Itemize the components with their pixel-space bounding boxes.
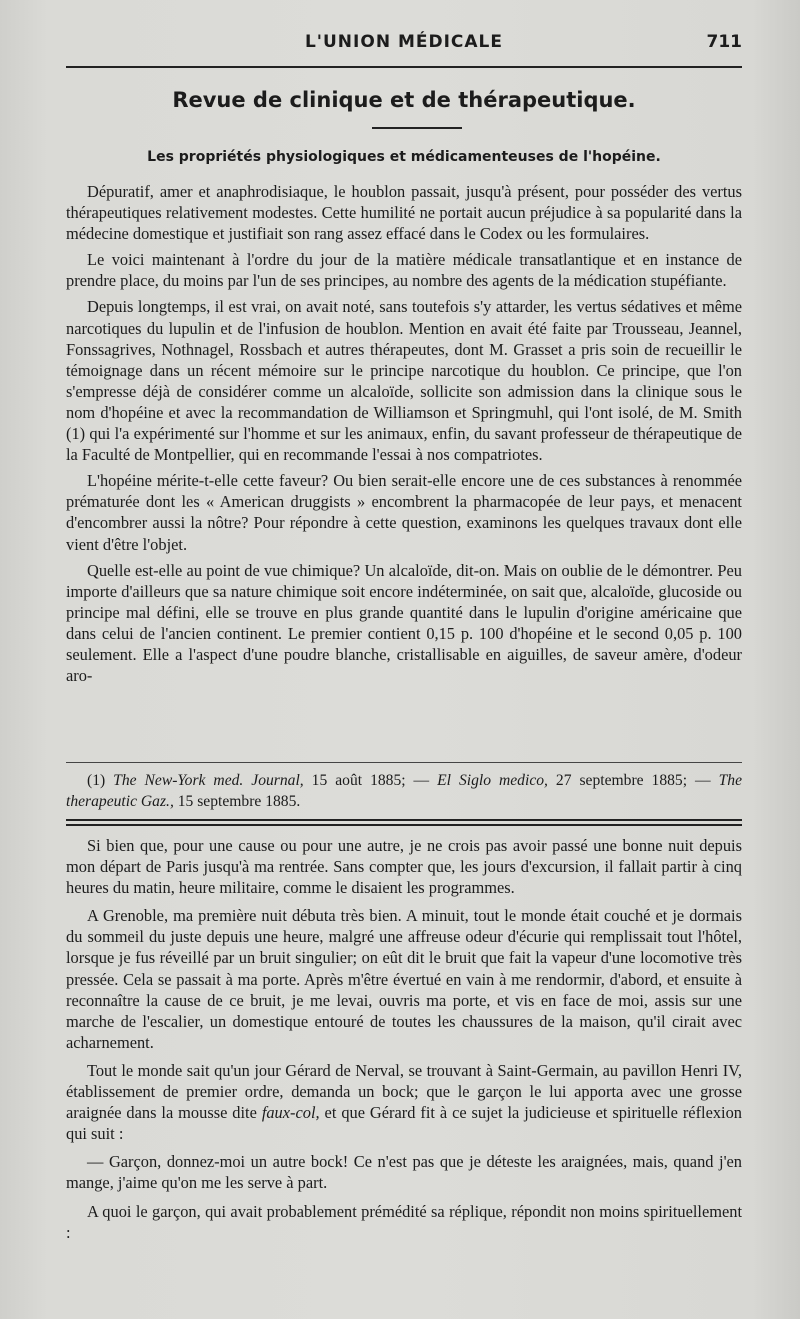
footnote-text: [66, 770, 742, 812]
footnote-marker: (1): [87, 772, 114, 789]
footnote-rule: [66, 762, 742, 763]
article-title: Les propriétés physiologiques et médicamenteuses de l'hopéine.: [147, 149, 661, 165]
article-paragraph: Depuis longtemps, il est vrai, on avait noté, sans toutefois s'y attarder, les vertus sédatives et même narcotiques du lupulin et de l'infusion de houblon. Mention en avait été faite par Trousseau, Jeannel, Fonssagrives, Nothnagel, Rossbach et autres thérapeutes, dont M. Grasset a pris soin de recueillir le témoignage dans un récent mémoire sur le principe narcotique du houblon. Ce principe, que l'on s'empresse déjà de considérer comme un alcaloïde, sollicite son admission dans la clinique sous le nom d'hopéine et avec la recommandation de Williamson et Springmuhl, qui l'ont isolé, de M. Smith (1) qui l'a expérimenté sur l'homme et sur les animaux, enfin, du savant professeur de thérapeutique de la Faculté de Montpellier, qui en recommande l'essai à nos compatriotes.: [66, 297, 742, 465]
article-paragraph: Le voici maintenant à l'ordre du jour de la matière médicale transatlantique et en instance de prendre place, du moins par l'un de ses principes, au nombre des agents de la médication stupéfiante.: [66, 250, 742, 291]
footnote-date: 27 septembre 1885; —: [547, 772, 719, 789]
section-title: Revue de clinique et de thérapeutique.: [172, 88, 636, 112]
feuilleton-text: et que Gérard fit à ce sujet la judicieuse et spirituelle réflexion qui suit :: [66, 1103, 742, 1144]
feuilleton-paragraph: [66, 1060, 742, 1144]
feuilleton-italic-term: faux-col,: [261, 1103, 320, 1123]
section-title-rule: [372, 127, 462, 129]
header-rule: [66, 66, 742, 68]
feuilleton-paragraph: A Grenoble, ma première nuit débuta très bien. A minuit, tout le monde était couché et je dormais du sommeil du juste depuis une heure, malgré une affreuse odeur d'écurie qui remplissait tout l'hôtel, lorsque je fus réveillé par un bruit singulier; on eût dit le bruit que fait la vapeur d'une locomotive très pressée. Cela se passait à ma porte. Après m'être évertué en vain à me rendormir, d'abord, et ensuite à reconnaître la cause de ce bruit, je me levai, ouvris ma porte, et vis en face de moi, assis sur une marche de l'escalier, un domestique entouré de toutes les chaussures de la maison, qu'il cirait avec acharnement.: [66, 906, 742, 1052]
page-number: 711: [706, 32, 742, 52]
article-paragraph: Dépuratif, amer et anaphrodisiaque, le houblon passait, jusqu'à présent, pour posséder des vertus thérapeutiques relativement modestes. Cette humilité ne portait aucun préjudice à sa popularité dans la médecine domestique et justifiait son rang assez effacé dans le Codex ou les formulaires.: [66, 182, 742, 244]
footnote: [66, 770, 742, 812]
feuilleton-paragraph: Si bien que, pour une cause ou pour une autre, je ne crois pas avoir passé une bonne nuit depuis mon départ de Paris jusqu'à ma rentrée. Sans compter que, les jours d'excursion, il fallait partir à cinq heures du matin, heure militaire, comme le disaient les programmes.: [66, 836, 742, 898]
footnote-date: 15 septembre 1885.: [173, 793, 301, 810]
article-paragraph: Quelle est-elle au point de vue chimique? Un alcaloïde, dit-on. Mais on oublie de le démontrer. Peu importe d'ailleurs que sa nature chimique soit encore indéterminée, on sait que, alcaloïde, glucoside ou principe mal défini, elle se trouve en plus grande quantité dans le lupulin d'origine américaine que dans celui de l'ancien continent. Le premier contient 0,15 p. 100 d'hopéine et le second 0,05 p. 100 seulement. Elle a l'aspect d'une poudre blanche, cristallisable en aiguilles, de saveur amère, d'odeur aro-: [66, 560, 742, 686]
page-header: [66, 32, 742, 62]
footnote-source: The therapeutic Gaz.,: [66, 772, 742, 810]
feuilleton-separator: [66, 819, 742, 826]
footnote-source: El Siglo medico,: [437, 772, 548, 789]
feuilleton-text: Tout le monde sait qu'un jour Gérard de Nerval, se trouvant à Saint-Germain, au pavillon Henri IV, établissement de premier ordre, demanda un bock; que le garçon le lui apporta avec une grosse araignée dans la mousse dite: [66, 1060, 742, 1123]
feuilleton-paragraph: A quoi le garçon, qui avait probablement prémédité sa réplique, répondit non moins spirituellement :: [66, 1201, 742, 1242]
feuilleton-paragraph: — Garçon, donnez-moi un autre bock! Ce n'est pas que je déteste les araignées, mais, quand j'en mange, j'aime qu'on me les serve à part.: [66, 1152, 742, 1193]
footnote-source: The New-York med. Journal,: [113, 772, 304, 789]
footnote-date: 15 août 1885; —: [303, 772, 438, 789]
feuilleton-body: [66, 835, 742, 1250]
article-paragraph: L'hopéine mérite-t-elle cette faveur? Ou bien serait-elle encore une de ces substances à renommée prématurée dont les « American druggists » encombrent la pharmacopée de leur pays, et menacent d'encombrer aussi la nôtre? Pour répondre à cette question, examinons les quelques travaux dont elle vient d'être l'objet.: [66, 471, 742, 554]
journal-title: L'UNION MÉDICALE: [304, 32, 504, 52]
article-body: [66, 181, 742, 691]
